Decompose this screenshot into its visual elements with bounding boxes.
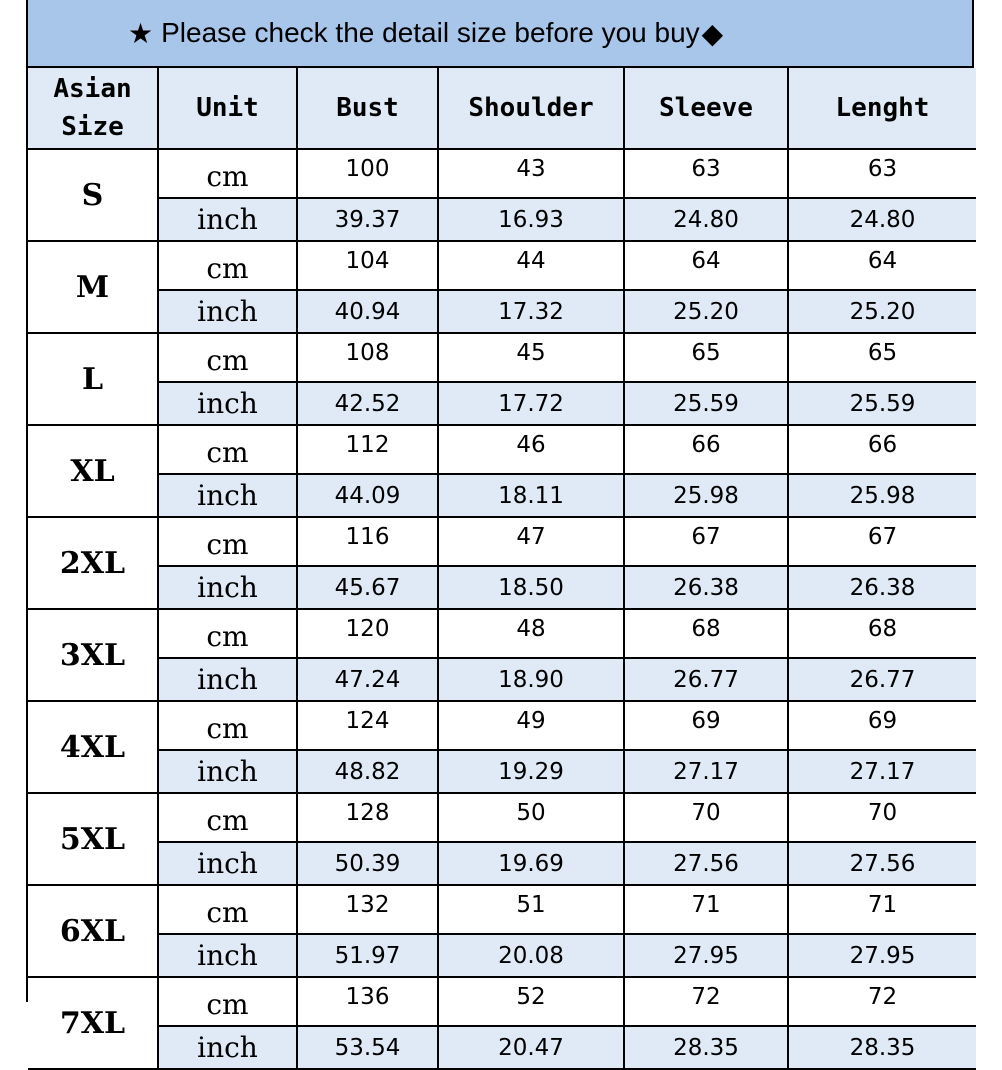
size-label: XL [28,425,158,517]
sleeve-cell: 70 [624,793,788,842]
shoulder-cell: 20.47 [438,1026,624,1069]
star-icon: ★ [128,17,154,49]
size-chart [26,0,974,1064]
table-row-cm [28,517,976,566]
length-cell: 27.95 [788,934,976,977]
shoulder-cell: 18.11 [438,474,624,517]
sleeve-cell: 65 [624,333,788,382]
unit-cell: cm [158,333,297,382]
sleeve-cell: 28.35 [624,1026,788,1069]
length-cell: 64 [788,241,976,290]
table-header-row [28,68,976,149]
bust-cell: 48.82 [297,750,438,793]
unit-cell: inch [158,290,297,333]
shoulder-cell: 45 [438,333,624,382]
table-row-cm [28,241,976,290]
size-label: L [28,333,158,425]
bust-cell: 40.94 [297,290,438,333]
length-cell: 27.56 [788,842,976,885]
bust-cell: 132 [297,885,438,934]
sleeve-cell: 66 [624,425,788,474]
table-row-inch [28,934,976,977]
bust-cell: 124 [297,701,438,750]
sleeve-cell: 63 [624,149,788,198]
shoulder-cell: 47 [438,517,624,566]
unit-cell: cm [158,609,297,658]
header-asian-size-line2: Size [61,112,124,142]
size-notice-text: Please check the detail size before you buy [161,17,700,48]
shoulder-cell: 49 [438,701,624,750]
shoulder-cell: 19.69 [438,842,624,885]
length-cell: 66 [788,425,976,474]
sleeve-cell: 64 [624,241,788,290]
table-row-cm [28,609,976,658]
sleeve-cell: 26.38 [624,566,788,609]
bust-cell: 116 [297,517,438,566]
length-cell: 24.80 [788,198,976,241]
unit-cell: inch [158,1026,297,1069]
unit-cell: cm [158,977,297,1026]
sleeve-cell: 72 [624,977,788,1026]
length-cell: 65 [788,333,976,382]
sleeve-cell: 71 [624,885,788,934]
header-length: Lenght [788,68,976,149]
bust-cell: 45.67 [297,566,438,609]
header-unit: Unit [158,68,297,149]
size-label: 7XL [28,977,158,1069]
unit-cell: cm [158,517,297,566]
unit-cell: inch [158,750,297,793]
length-cell: 27.17 [788,750,976,793]
table-row-inch [28,658,976,701]
bust-cell: 112 [297,425,438,474]
diamond-icon: ◆ [701,17,724,49]
shoulder-cell: 17.72 [438,382,624,425]
sleeve-cell: 25.98 [624,474,788,517]
shoulder-cell: 51 [438,885,624,934]
sleeve-cell: 68 [624,609,788,658]
shoulder-cell: 18.90 [438,658,624,701]
length-cell: 63 [788,149,976,198]
shoulder-cell: 44 [438,241,624,290]
size-label: 6XL [28,885,158,977]
sleeve-cell: 69 [624,701,788,750]
table-row-inch [28,750,976,793]
bust-cell: 108 [297,333,438,382]
size-label: M [28,241,158,333]
bust-cell: 120 [297,609,438,658]
header-shoulder: Shoulder [438,68,624,149]
unit-cell: inch [158,198,297,241]
unit-cell: cm [158,793,297,842]
header-asian-size [28,68,158,149]
size-notice-banner [28,0,972,68]
length-cell: 72 [788,977,976,1026]
unit-cell: inch [158,934,297,977]
sleeve-cell: 27.95 [624,934,788,977]
sleeve-cell: 25.59 [624,382,788,425]
shoulder-cell: 16.93 [438,198,624,241]
table-row-inch [28,842,976,885]
bust-cell: 44.09 [297,474,438,517]
size-label: 5XL [28,793,158,885]
length-cell: 26.38 [788,566,976,609]
table-row-cm [28,333,976,382]
bust-cell: 39.37 [297,198,438,241]
shoulder-cell: 48 [438,609,624,658]
bust-cell: 47.24 [297,658,438,701]
shoulder-cell: 52 [438,977,624,1026]
table-row-inch [28,382,976,425]
size-table [28,68,976,1070]
unit-cell: cm [158,241,297,290]
header-asian-size-line1: Asian [53,74,132,104]
bust-cell: 128 [297,793,438,842]
length-cell: 70 [788,793,976,842]
length-cell: 25.98 [788,474,976,517]
unit-cell: inch [158,658,297,701]
table-row-inch [28,1026,976,1069]
table-row-inch [28,566,976,609]
length-cell: 25.59 [788,382,976,425]
length-cell: 68 [788,609,976,658]
sleeve-cell: 24.80 [624,198,788,241]
unit-cell: inch [158,382,297,425]
length-cell: 71 [788,885,976,934]
unit-cell: cm [158,701,297,750]
shoulder-cell: 46 [438,425,624,474]
size-label: 3XL [28,609,158,701]
length-cell: 26.77 [788,658,976,701]
shoulder-cell: 43 [438,149,624,198]
unit-cell: cm [158,425,297,474]
length-cell: 69 [788,701,976,750]
bust-cell: 50.39 [297,842,438,885]
shoulder-cell: 19.29 [438,750,624,793]
header-bust: Bust [297,68,438,149]
unit-cell: inch [158,474,297,517]
size-label: 2XL [28,517,158,609]
bust-cell: 136 [297,977,438,1026]
unit-cell: cm [158,149,297,198]
bust-cell: 51.97 [297,934,438,977]
table-row-cm [28,425,976,474]
sleeve-cell: 67 [624,517,788,566]
table-row-cm [28,149,976,198]
sleeve-cell: 26.77 [624,658,788,701]
sleeve-cell: 25.20 [624,290,788,333]
table-row-cm [28,977,976,1026]
size-label: S [28,149,158,241]
unit-cell: inch [158,566,297,609]
bust-cell: 100 [297,149,438,198]
bust-cell: 42.52 [297,382,438,425]
shoulder-cell: 17.32 [438,290,624,333]
shoulder-cell: 18.50 [438,566,624,609]
sleeve-cell: 27.17 [624,750,788,793]
length-cell: 25.20 [788,290,976,333]
table-row-inch [28,198,976,241]
bust-cell: 53.54 [297,1026,438,1069]
table-row-inch [28,290,976,333]
length-cell: 28.35 [788,1026,976,1069]
unit-cell: inch [158,842,297,885]
table-row-cm [28,885,976,934]
size-table-body [28,149,976,1069]
table-row-inch [28,474,976,517]
sleeve-cell: 27.56 [624,842,788,885]
unit-cell: cm [158,885,297,934]
header-sleeve: Sleeve [624,68,788,149]
size-label: 4XL [28,701,158,793]
table-row-cm [28,701,976,750]
table-row-cm [28,793,976,842]
shoulder-cell: 50 [438,793,624,842]
shoulder-cell: 20.08 [438,934,624,977]
length-cell: 67 [788,517,976,566]
bust-cell: 104 [297,241,438,290]
